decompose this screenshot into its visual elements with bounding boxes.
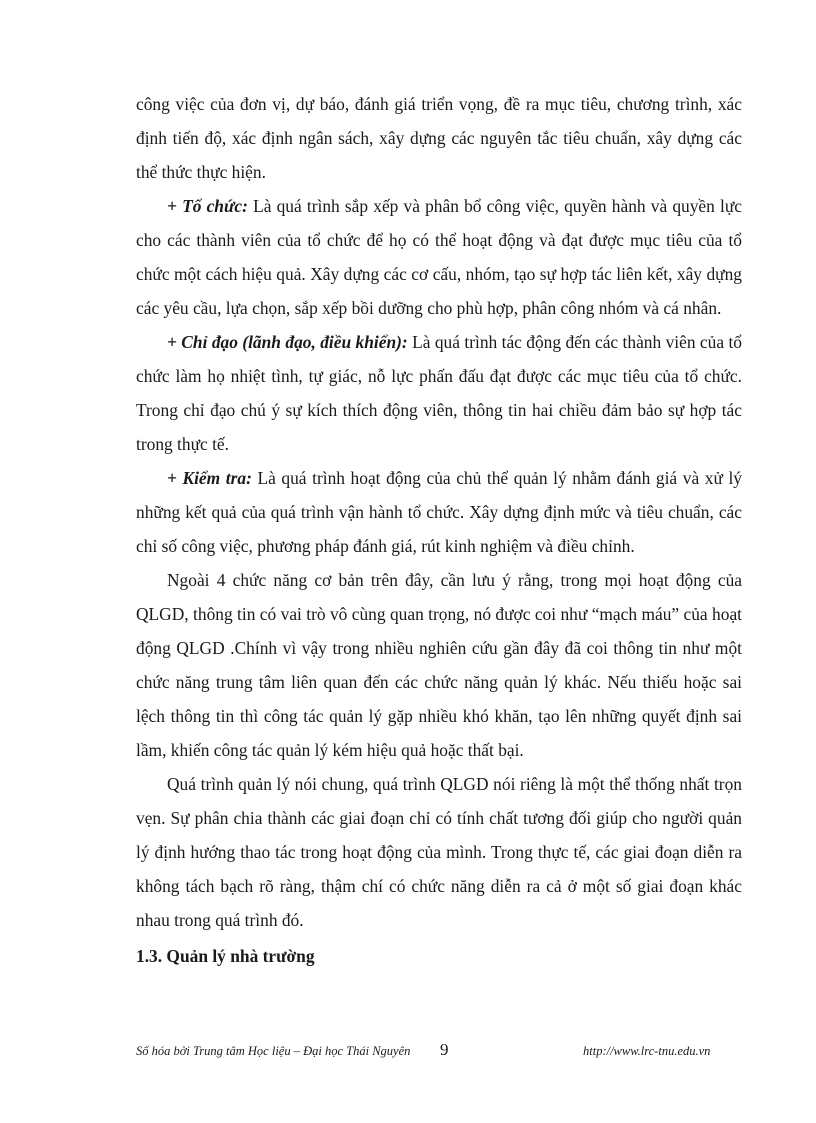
paragraph-management-process: Quá trình quản lý nói chung, quá trình QLGD nói riêng là một thể thống nhất trọn vẹn. Sự phân chia thành các giai đoạn chỉ có tính chất tương đối giúp cho người quản lý định hướng thao tác trong hoạt động của mình. Trong thực tế, các giai đoạn diễn ra không tách bạch rõ ràng, thậm chí có chức năng diễn ra cả ở một số giai đoạn khác nhau trong quá trình đó. (136, 774, 742, 930)
footer-url: http://www.lrc-tnu.edu.vn (583, 1044, 711, 1058)
term-organizing: + Tổ chức: (167, 196, 248, 216)
footer-digitized-by: Số hóa bởi Trung tâm Học liệu – Đại học Thái Nguyên (136, 1044, 411, 1058)
paragraph-organizing-text: Là quá trình sắp xếp và phân bổ công việc, quyền hành và quyền lực cho các thành viên của tổ chức để họ có thể hoạt động và đạt được mục tiêu của tổ chức một cách hiệu quả. Xây dựng các cơ cấu, nhóm, tạo sự hợp tác liên kết, xây dựng các yêu cầu, lựa chọn, sắp xếp bồi dưỡng cho phù hợp, phân công nhóm và cá nhân. (136, 196, 742, 318)
paragraph-controlling-text: Là quá trình hoạt động của chủ thể quản lý nhằm đánh giá và xử lý những kết quả của quá trình vận hành tổ chức. Xây dựng định mức và tiêu chuẩn, các chỉ số công việc, phương pháp đánh giá, rút kinh nghiệm và điều chỉnh. (136, 468, 742, 556)
term-directing: + Chỉ đạo (lãnh đạo, điều khiển): (167, 332, 408, 352)
paragraph-controlling (136, 461, 742, 563)
paragraph-organizing (136, 189, 742, 325)
paragraph-planning-continued: công việc của đơn vị, dự báo, đánh giá triển vọng, đề ra mục tiêu, chương trình, xác định tiến độ, xác định ngân sách, xây dựng các nguyên tắc tiêu chuẩn, xây dựng các thể thức thực hiện. (136, 94, 742, 182)
paragraph-directing-text: Là quá trình tác động đến các thành viên của tổ chức làm họ nhiệt tình, tự giác, nỗ lực phấn đấu đạt được các mục tiêu của tổ chức. Trong chỉ đạo chú ý sự kích thích động viên, thông tin hai chiều đảm bảo sự hợp tác trong thực tế. (136, 332, 742, 454)
paragraph-directing (136, 325, 742, 461)
document-body (136, 87, 742, 973)
page-number: 9 (440, 1040, 449, 1059)
section-heading: 1.3. Quản lý nhà trường (136, 946, 315, 966)
page-footer (136, 1040, 742, 1064)
term-controlling: + Kiểm tra: (167, 468, 252, 488)
paragraph-information-role: Ngoài 4 chức năng cơ bản trên đây, cần lưu ý rằng, trong mọi hoạt động của QLGD, thông tin có vai trò vô cùng quan trọng, nó được coi như “mạch máu” của hoạt động QLGD .Chính vì vậy trong nhiều nghiên cứu gần đây đã coi thông tin như một chức năng trung tâm liên quan đến các chức năng quản lý khác. Nếu thiếu hoặc sai lệch thông tin thì công tác quản lý gặp nhiều khó khăn, tạo lên những quyết định sai lầm, khiến công tác quản lý kém hiệu quả hoặc thất bại. (136, 570, 742, 760)
